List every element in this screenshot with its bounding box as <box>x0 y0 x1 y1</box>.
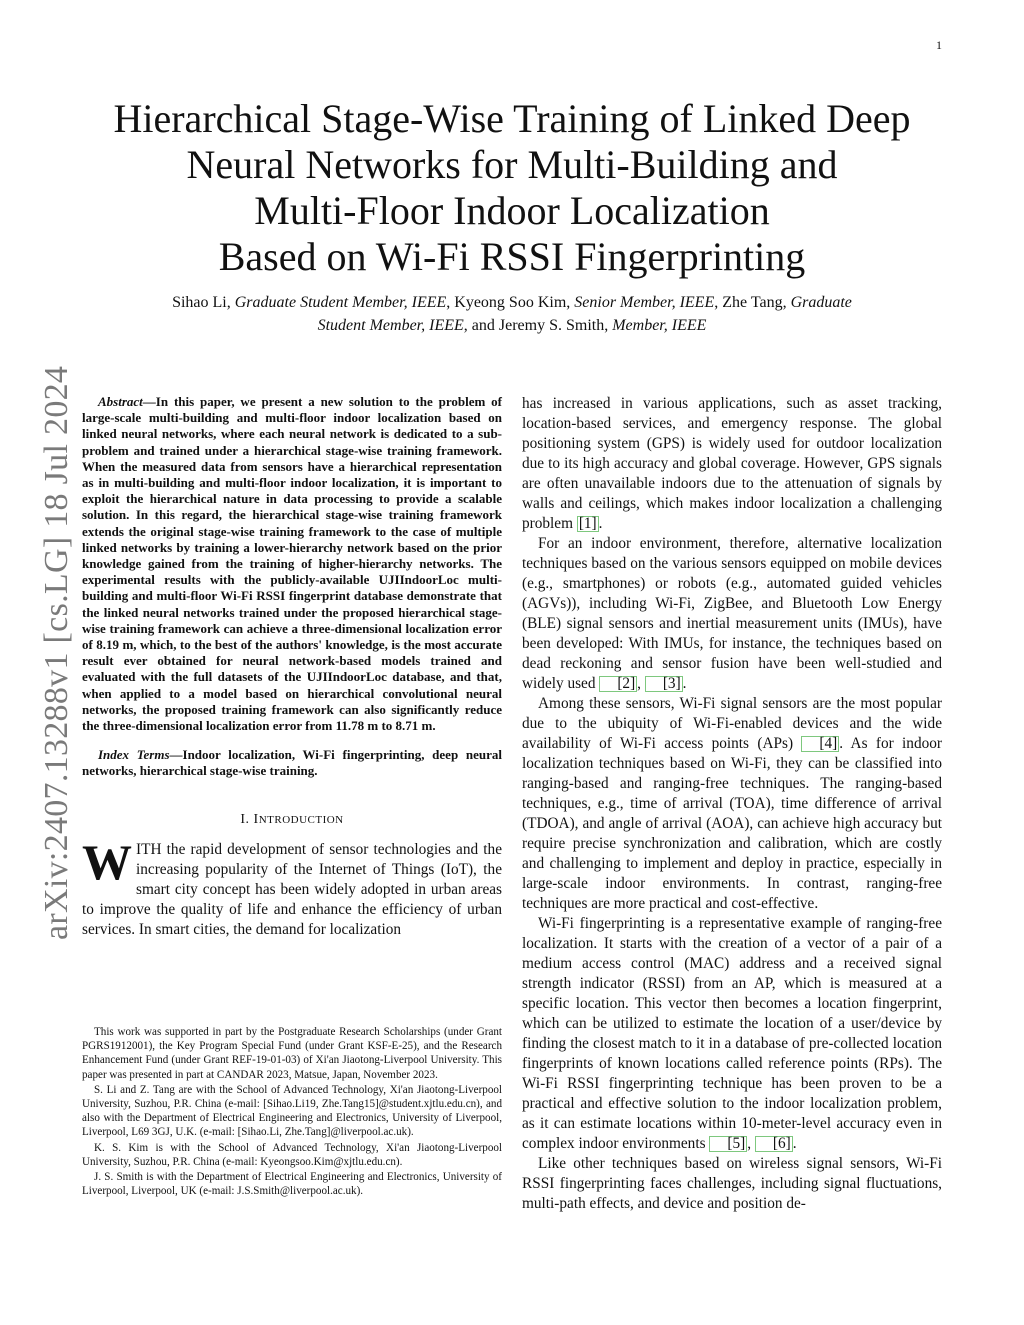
abstract-text: —In this paper, we present a new solution to the problem of large-scale multi-building and multi-floor indoor localization based on linked neural networks, where each neural network is dedicated to a sub-problem and trained under a hierarchical stage-wise training framework. When the measured data from sensors have a hierarchical representation as in multi-building and multi-floor indoor localization, it is important to exploit the hierarchical nature in data processing to provide a scalable solution. In this regard, the hierarchical stage-wise training framework extends the original stage-wise training framework to the case of multiple linked networks by training a lower-hierarchy network based on the prior knowledge gained from the training of higher-hierarchy networks. The experimental results with the publicly-available UJIIndoorLoc multi-building and multi-floor Wi-Fi RSSI fingerprint database demonstrate that the linked neural networks trained under the proposed hierarchical stage-wise training framework can achieve a three-dimensional localization error of 8.19 m, which, to the best of the authors' knowledge, is the most accurate result ever obtained for neural network-based models trained and evaluated with the full datasets of the UJIIndoorLoc database, and that, when applied to a model based on hierarchical convolutional neural networks, the proposed training framework can also significantly reduce the three-dimensional localization error from 11.78 m to 8.71 m. <box>82 394 502 734</box>
footnotes <box>82 1025 502 1199</box>
author-list <box>80 291 944 337</box>
paragraph-text: Like other techniques based on wireless signal sensors, Wi-Fi RSSI fingerprinting faces challenges, including signal fluctuations, multi-path effects, and device and position de- <box>522 1155 942 1212</box>
paper-title <box>70 96 954 280</box>
citation-link[interactable]: [2] <box>599 676 637 692</box>
citation-link[interactable]: [6] <box>755 1136 793 1152</box>
paragraph-text: . As for indoor localization techniques based on Wi-Fi, they can be classified into ranging-based and ranging-free techniques. The ranging-based techniques, e.g., time of arrival (TOA), time difference of arrival (TDOA), and angle of arrival (AOA), can achieve high accuracy but require precise synchronization and calibration, which are costly and challenging to implement and deploy in practice, especially in large-scale indoor environments. In contrast, ranging-free techniques are more practical and cost-effective. <box>522 735 942 912</box>
author-name: Sihao Li, <box>172 294 235 311</box>
author-role: Student Member, IEEE <box>317 317 464 334</box>
author-name: , Kyeong Soo Kim, <box>446 294 575 311</box>
author-role: Graduate Student Member, IEEE <box>234 294 447 311</box>
author-role: Senior Member, IEEE <box>574 294 715 311</box>
body-paragraph <box>522 694 942 914</box>
footnote: K. S. Kim is with the School of Advanced Technology, Xi'an Jiaotong-Liverpool University, Suzhou, P.R. China (e-mail: Kyeongsoo.Kim@xjtlu.edu.cn). <box>82 1141 502 1168</box>
section-title-rest: NTRODUCTION <box>258 813 344 826</box>
paragraph-text: Wi-Fi fingerprinting is a representative example of ranging-free localization. It starts with the creation of a vector of a pair of a medium access control (MAC) address and a received signal strength indicator (RSSI) from an AP, which is measured at a specific location. This vector then becomes a location fingerprint, which can be utilized to estimate the location of a user/device by finding the closest match to it in a database of pre-collected location fingerprints of known locations called reference points (RPs). The Wi-Fi RSSI fingerprinting technique has been proven to be a practical and effective solution to the indoor localization problem, as it can estimate locations within 10-meter-level accuracy even in complex indoor environments <box>522 915 942 1152</box>
author-role: Member, IEEE <box>612 317 707 334</box>
paragraph-text: , <box>747 1135 755 1152</box>
paragraph-text: . <box>792 1135 797 1152</box>
citation-link[interactable]: [3] <box>645 676 683 692</box>
title-line: Multi-Floor Indoor Localization <box>254 188 770 233</box>
footnote: S. Li and Z. Tang are with the School of Advanced Technology, Xi'an Jiaotong-Liverpool University, Suzhou, P.R. China (e-mail: [Sihao.Li19, Zhe.Tang15]@student.xjtlu.edu.cn), and also with the Department of Electrical Engineering and Electronics, University of Liverpool, Liverpool, L69 3GJ, U.K. (e-mail: [Sihao.Li, Zhe.Tang]@liverpool.ac.uk). <box>82 1083 502 1139</box>
paragraph-text: . <box>682 675 687 692</box>
paragraph-text: . <box>598 515 603 532</box>
body-paragraph <box>522 1154 942 1214</box>
body-paragraph <box>522 394 942 534</box>
body-paragraph <box>522 534 942 694</box>
author-name: , and Jeremy S. Smith, <box>463 317 613 334</box>
index-terms-label: Index Terms <box>98 747 170 763</box>
right-column <box>522 394 942 1214</box>
footnote: J. S. Smith is with the Department of Electrical Engineering and Electronics, University of Liverpool, Liverpool, UK (e-mail: J.S.Smith@liverpool.ac.uk). <box>82 1171 502 1198</box>
section-title-first: I <box>253 811 259 827</box>
index-terms <box>82 747 502 779</box>
section-heading <box>82 810 502 830</box>
citation-link[interactable]: [4] <box>801 736 839 752</box>
title-line: Hierarchical Stage-Wise Training of Linked Deep <box>113 96 911 141</box>
drop-cap: W <box>82 833 132 890</box>
paragraph-text: Among these sensors, Wi-Fi signal sensors are the most popular due to the ubiquity of Wi-Fi-enabled devices and the wide availability of Wi-Fi access points (APs) <box>522 695 942 752</box>
citation-link[interactable]: [5] <box>709 1136 747 1152</box>
paragraph-text: For an indoor environment, therefore, alternative localization techniques based on the various sensors equipped on mobile devices (e.g., smartphones) or robots (e.g., automated guided vehicles (AGVs)), including Wi-Fi, ZigBee, and Bluetooth Low Energy (BLE) signal sensors and inertial measurement units (IMUs), have been developed: With IMUs, for instance, the techniques based on dead reckoning and sensor fusion have been well-studied and widely used <box>522 535 942 692</box>
author-role: Graduate <box>790 294 852 311</box>
title-line: Neural Networks for Multi-Building and <box>186 142 838 187</box>
paragraph-text: , <box>637 675 645 692</box>
citation-link[interactable]: [1] <box>578 515 597 532</box>
page-number: 1 <box>936 38 942 52</box>
left-column <box>82 394 502 940</box>
section-number: I. <box>240 811 254 827</box>
author-line-2 <box>80 314 944 337</box>
arxiv-stamp: arXiv:2407.13288v1 [cs.LG] 18 Jul 2024 <box>38 365 75 940</box>
title-line: Based on Wi-Fi RSSI Fingerprinting <box>218 234 806 279</box>
body-paragraph <box>522 914 942 1154</box>
intro-paragraph <box>82 833 502 940</box>
footnote: This work was supported in part by the Postgraduate Research Scholarships (under Grant PGRS1912001), the Key Program Special Fund (under Grant KSF-E-25), and the Research Enhancement Fund (under Grant REF-19-01-03) of Xi'an Jiaotong-Liverpool University. This paper was presented in part at CANDAR 2023, Matsue, Japan, November 2023. <box>82 1026 502 1081</box>
author-name: , Zhe Tang, <box>714 294 791 311</box>
index-terms-text: —Indoor localization, Wi-Fi fingerprinting, deep neural networks, hierarchical stage-wise training. <box>82 747 502 779</box>
abstract-label: Abstract <box>98 394 143 409</box>
paragraph-text: has increased in various applications, such as asset tracking, location-based services, and emergency response. The global positioning system (GPS) is widely used for outdoor localization due to its high accuracy and global coverage. However, GPS signals are often unavailable indoors due to the attenuation of signals by walls and ceilings, which makes indoor localization a challenging problem <box>522 395 942 532</box>
intro-text: ITH the rapid development of sensor technologies and the increasing popularity of the Internet of Things (IoT), the smart city concept has been widely adopted in urban areas to improve the quality of life and enhance the efficiency of urban services. In smart cities, the demand for localization <box>82 840 502 938</box>
author-line-1 <box>80 291 944 314</box>
abstract <box>82 394 502 734</box>
